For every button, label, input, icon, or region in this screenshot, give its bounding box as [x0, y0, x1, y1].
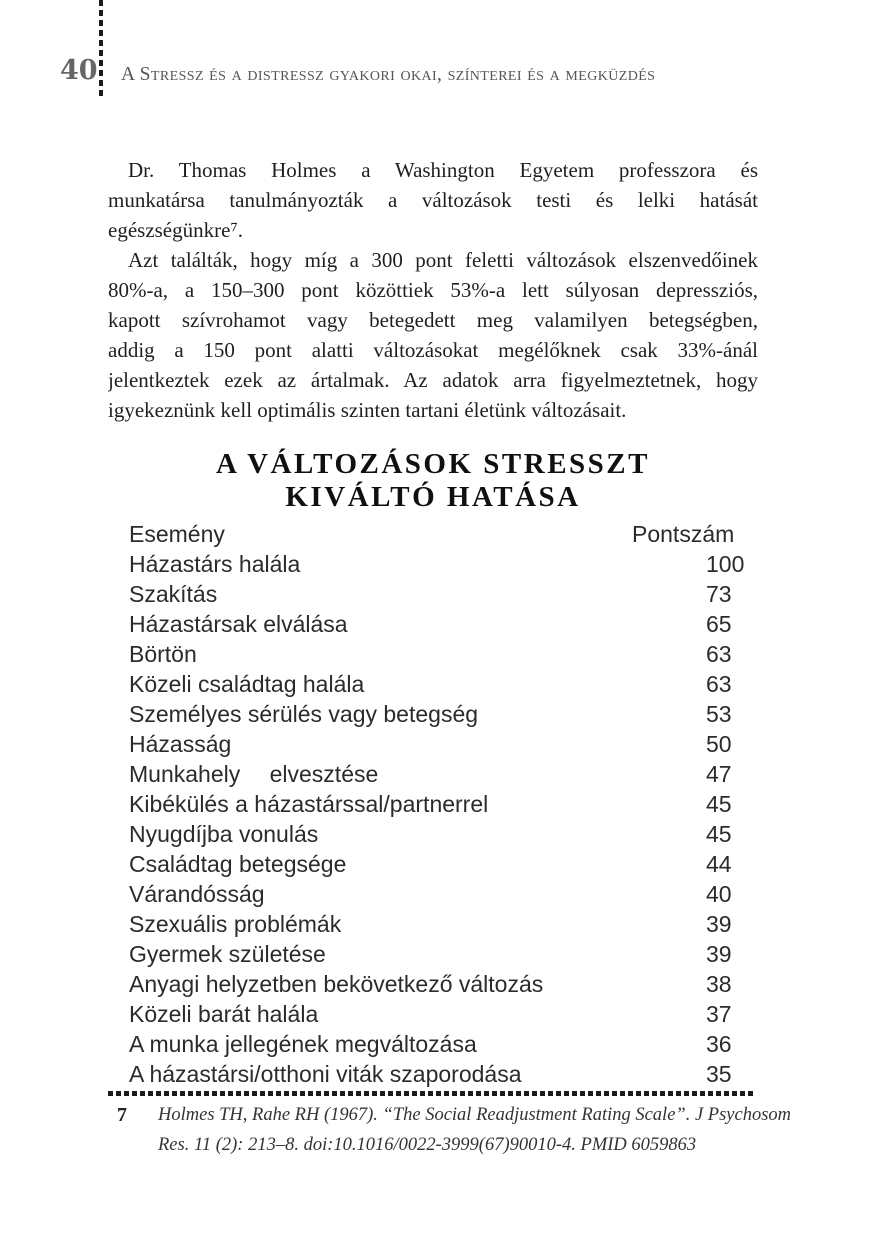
table-row — [108, 639, 758, 669]
event-cell: Nyugdíjba vonulás — [129, 821, 319, 847]
event-cell: Családtag betegsége — [129, 851, 347, 877]
event-cell: Házastárs halála — [129, 551, 301, 577]
score-cell: 37 — [706, 1001, 732, 1027]
score-cell: 45 — [706, 791, 732, 817]
text-line: 80%-a, a 150–300 pont közöttiek 53%-a lett súlyosan depressziós, — [108, 278, 758, 302]
table-header-row — [108, 519, 758, 549]
text-line: addig a 150 pont alatti változásokat megélőknek csak 33%-ánál — [108, 338, 758, 362]
score-cell: 100 — [706, 551, 745, 577]
event-column-header: Esemény — [129, 521, 225, 547]
event-cell: Börtön — [129, 641, 197, 667]
score-cell: 47 — [706, 761, 732, 787]
event-cell: Szexuális problémák — [129, 911, 342, 937]
table-row — [108, 819, 758, 849]
table-row — [108, 939, 758, 969]
text-line: egészségünkre⁷. — [108, 218, 244, 242]
text-line: Dr. Thomas Holmes a Washington Egyetem professzora és — [128, 158, 758, 182]
footnote-number: 7 — [117, 1104, 127, 1126]
table-body — [108, 549, 758, 1089]
table-row — [108, 729, 758, 759]
score-cell: 40 — [706, 881, 732, 907]
event-cell: Gyermek születése — [129, 941, 326, 967]
stress-score-table — [108, 519, 758, 1089]
score-cell: 63 — [706, 641, 732, 667]
footnote — [108, 1100, 792, 1160]
score-cell: 53 — [706, 701, 732, 727]
score-cell: 36 — [706, 1031, 732, 1057]
table-title-line1: A VÁLTOZÁSOK STRESSZT — [216, 448, 650, 480]
table-row — [108, 759, 758, 789]
table-row — [108, 699, 758, 729]
table-row — [108, 579, 758, 609]
text-line: jelentkeztek ezek az ártalmak. Az adatok arra figyelmeztetnek, hogy — [108, 368, 758, 392]
table-row — [108, 999, 758, 1029]
event-cell: A munka jellegének megváltozása — [129, 1031, 477, 1057]
event-cell: A házastársi/otthoni viták szaporodása — [129, 1061, 522, 1087]
table-row — [108, 1029, 758, 1059]
event-cell: Házasság — [129, 731, 232, 757]
page-number: 40 — [60, 55, 98, 86]
score-cell: 73 — [706, 581, 732, 607]
score-column-header: Pontszám — [632, 521, 735, 547]
header-dotted-divider — [99, 0, 103, 99]
score-cell: 65 — [706, 611, 732, 637]
table-row — [108, 609, 758, 639]
score-cell: 50 — [706, 731, 732, 757]
text-line: kapott szívrohamot vagy betegedett meg valamilyen betegségben, — [108, 308, 758, 332]
text-line: Holmes TH, Rahe RH (1967). “The Social Readjustment Rating Scale”. J Psychosom — [158, 1105, 792, 1125]
event-cell: Házastársak elválása — [129, 611, 348, 637]
event-cell: Kibékülés a házastárssal/partnerrel — [129, 791, 489, 817]
score-cell: 44 — [706, 851, 732, 877]
text-line: igyekeznünk kell optimális szinten tartani életünk változásait. — [108, 398, 627, 422]
event-cell: Munkahely elvesztése — [129, 761, 379, 787]
running-header-title: A Stressz és a distressz gyakori okai, színterei és a megküzdés — [121, 64, 656, 85]
event-cell: Anyagi helyzetben bekövetkező változás — [129, 971, 544, 997]
table-title — [108, 448, 758, 514]
table-row — [108, 669, 758, 699]
footnote-separator-dotted — [108, 1091, 756, 1096]
table-row — [108, 849, 758, 879]
paragraph-intro — [108, 155, 758, 245]
score-cell: 39 — [706, 941, 732, 967]
table-row — [108, 789, 758, 819]
table-title-line2: KIVÁLTÓ HATÁSA — [285, 481, 581, 513]
text-line: Res. 11 (2): 213–8. doi:10.1016/0022-3999(67)90010-4. PMID 6059863 — [158, 1135, 697, 1155]
footnote-text — [158, 1100, 792, 1160]
score-cell: 38 — [706, 971, 732, 997]
event-cell: Szakítás — [129, 581, 218, 607]
table-row — [108, 969, 758, 999]
event-cell: Közeli családtag halála — [129, 671, 365, 697]
table-row — [108, 549, 758, 579]
table-row — [108, 909, 758, 939]
table-row — [108, 879, 758, 909]
text-line: Azt találták, hogy míg a 300 pont feletti változások elszenvedőinek — [128, 248, 758, 272]
event-cell: Személyes sérülés vagy betegség — [129, 701, 479, 727]
score-cell: 39 — [706, 911, 732, 937]
table-row — [108, 1059, 758, 1089]
score-cell: 35 — [706, 1061, 732, 1087]
text-line: munkatársa tanulmányozták a változások testi és lelki hatását — [108, 188, 758, 212]
score-cell: 45 — [706, 821, 732, 847]
event-cell: Várandósság — [129, 881, 265, 907]
score-cell: 63 — [706, 671, 732, 697]
event-cell: Közeli barát halála — [129, 1001, 319, 1027]
page-content — [108, 155, 792, 1160]
paragraph-findings — [108, 245, 758, 425]
